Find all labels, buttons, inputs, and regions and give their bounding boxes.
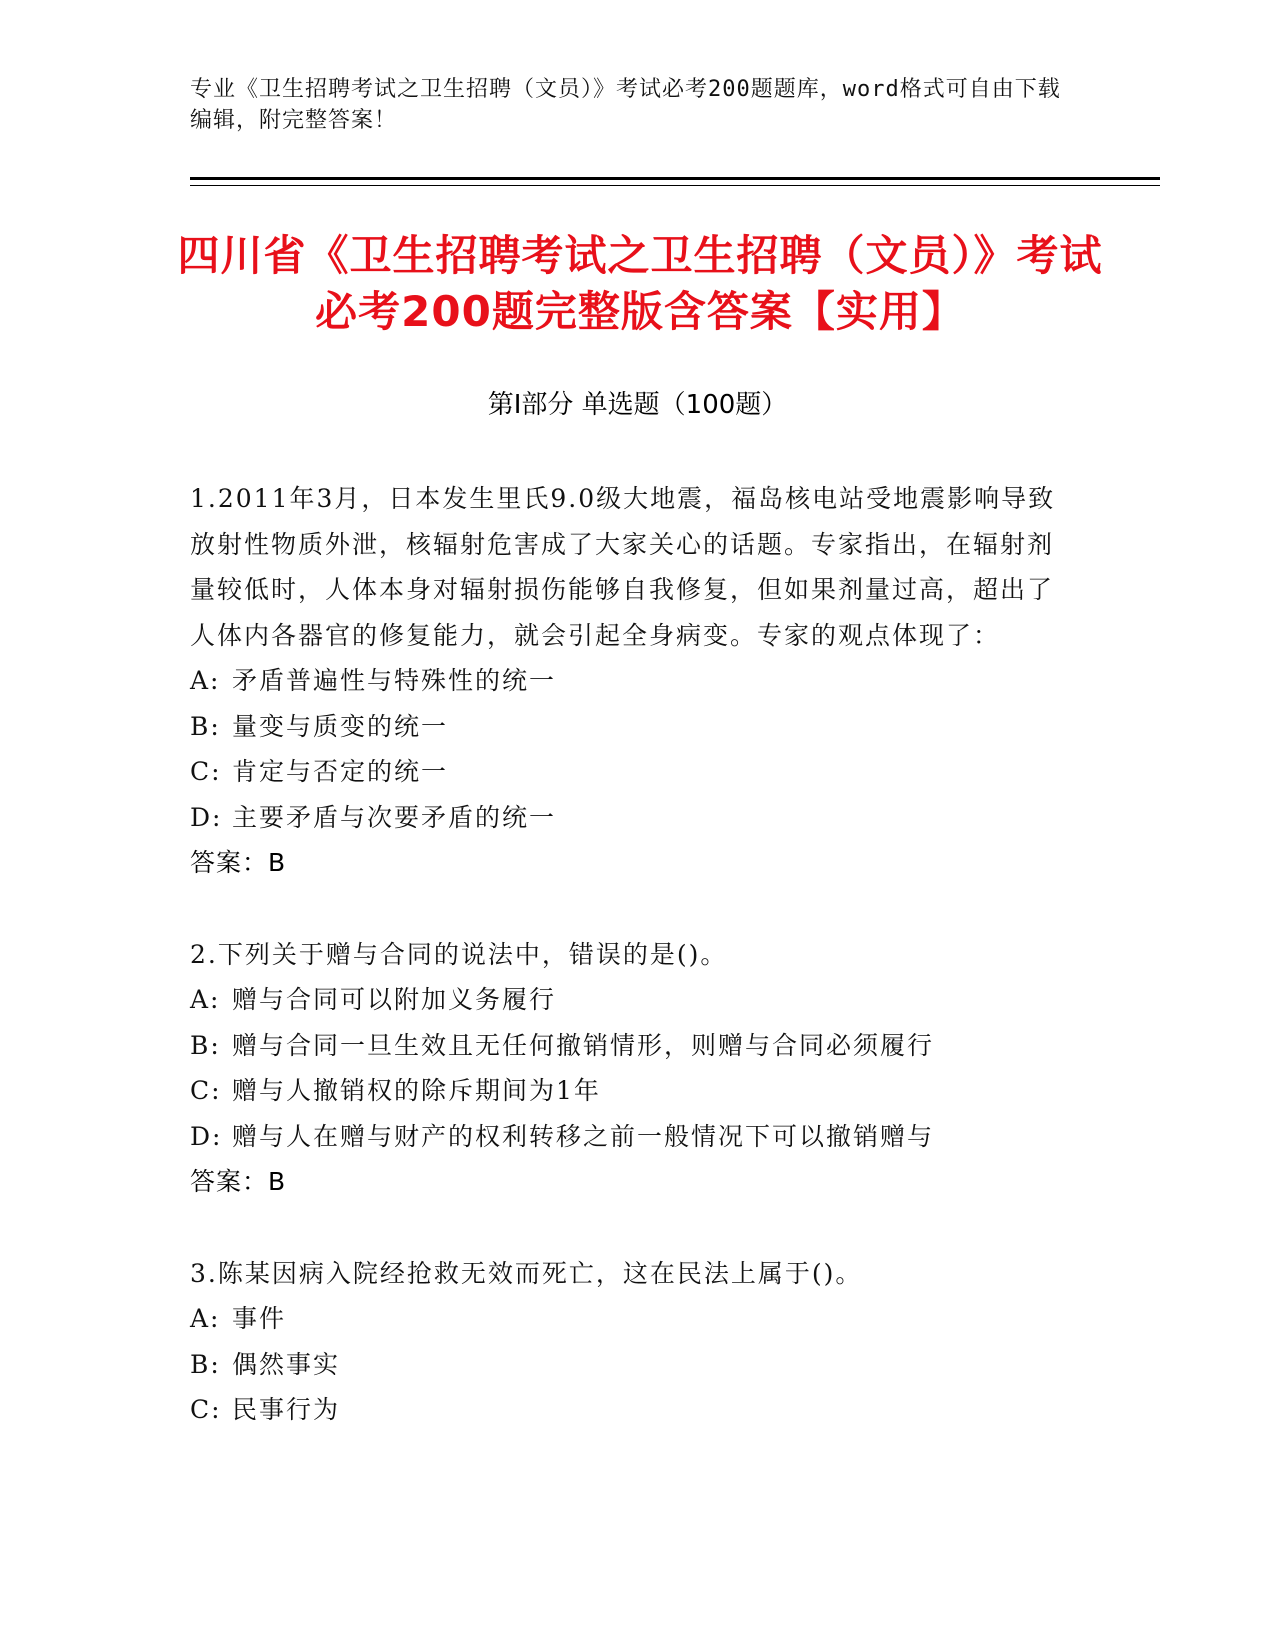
header-note: 专业《卫生招聘考试之卫生招聘（文员）》考试必考200题题库，word格式可自由下载编辑，附完整答案！: [190, 77, 1061, 133]
question-list: [190, 476, 1070, 1479]
option-d: [190, 795, 1070, 841]
option-text: 民事行为: [232, 1395, 341, 1424]
option-d: [190, 1114, 1070, 1160]
option-a: [190, 977, 1070, 1023]
answer-line: 答案：B: [190, 1167, 287, 1196]
option-letter: B:: [190, 711, 221, 741]
option-b: [190, 704, 1070, 750]
option-c: [190, 749, 1070, 795]
option-b: [190, 1342, 1070, 1388]
option-a: [190, 658, 1070, 704]
option-letter: C:: [190, 1076, 222, 1105]
option-letter: A:: [190, 1304, 221, 1333]
option-letter: B:: [190, 1030, 221, 1060]
answer-line: 答案：B: [190, 848, 287, 877]
option-letter: D:: [190, 1121, 223, 1151]
header-rule-thick: [190, 177, 1160, 180]
option-letter: D:: [190, 802, 223, 832]
question-3: [190, 1251, 1070, 1433]
option-letter: C:: [190, 1395, 222, 1424]
question-stem: 3.陈某因病入院经抢救无效而死亡，这在民法上属于()。: [190, 1258, 863, 1288]
option-letter: B:: [190, 1349, 221, 1379]
question-stem: 1.2011年3月，日本发生里氏9.0级大地震，福岛核电站受地震影响导致放射性物质外泄，核辐射危害成了大家关心的话题。专家指出，在辐射剂量较低时，人体本身对辐射损伤能够自我修复，但如果剂量过高，超出了人体内各器官的修复能力，就会引起全身病变。专家的观点体现了：: [190, 484, 1056, 650]
option-letter: A:: [190, 666, 221, 695]
option-letter: A:: [190, 985, 221, 1014]
option-a: [190, 1296, 1070, 1342]
header-rule-thin: [190, 185, 1160, 186]
option-text: 主要矛盾与次要矛盾的统一: [232, 802, 557, 832]
option-text: 肯定与否定的统一: [232, 757, 449, 786]
section-title: 第Ⅰ部分 单选题（100题）: [487, 390, 788, 420]
document-title: 四川省《卫生招聘考试之卫生招聘（文员）》考试必考200题完整版含答案【实用】: [177, 231, 1103, 336]
option-letter: C:: [190, 757, 222, 786]
option-text: 赠与人撤销权的除斥期间为1年: [232, 1076, 601, 1105]
option-text: 量变与质变的统一: [232, 711, 449, 741]
option-c: [190, 1387, 1070, 1433]
option-text: 赠与合同一旦生效且无任何撤销情形，则赠与合同必须履行: [232, 1030, 935, 1060]
option-text: 矛盾普遍性与特殊性的统一: [232, 666, 557, 695]
option-b: [190, 1023, 1070, 1069]
question-1: [190, 476, 1070, 886]
option-text: 赠与人在赠与财产的权利转移之前一般情况下可以撤销赠与: [232, 1121, 935, 1151]
option-c: [190, 1068, 1070, 1114]
option-text: 偶然事实: [232, 1349, 341, 1379]
option-text: 赠与合同可以附加义务履行: [232, 985, 557, 1014]
question-2: [190, 932, 1070, 1205]
question-stem: 2.下列关于赠与合同的说法中，错误的是()。: [190, 939, 728, 969]
option-text: 事件: [232, 1304, 287, 1333]
